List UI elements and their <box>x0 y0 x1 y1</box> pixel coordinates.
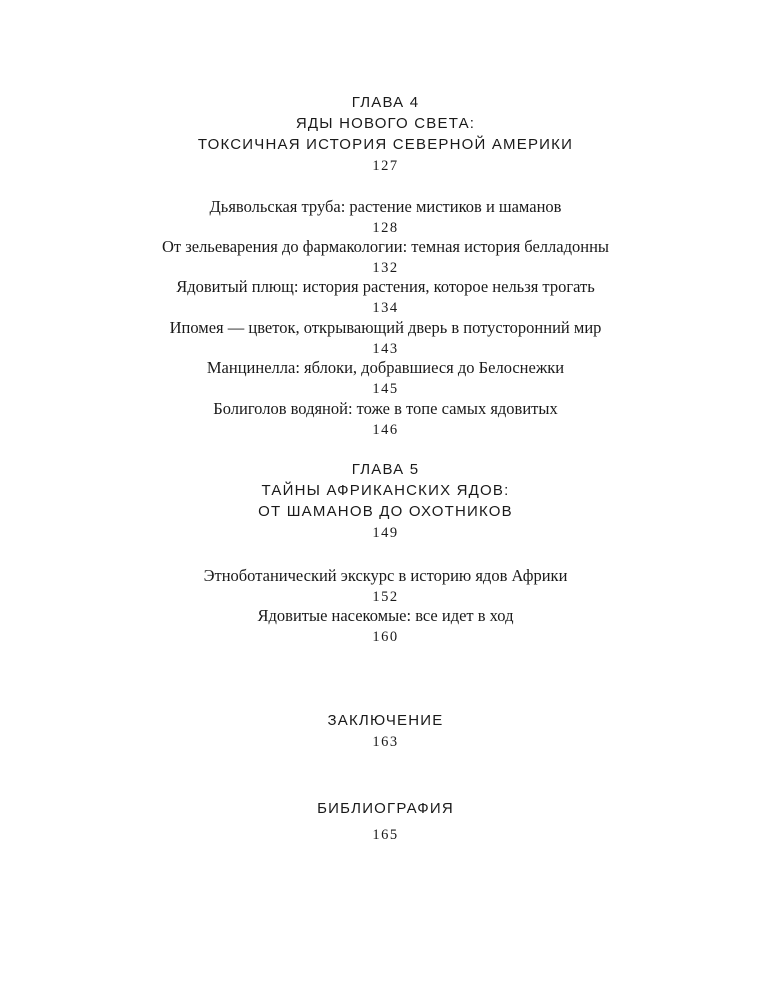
chapter5-page-number: 149 <box>372 525 399 541</box>
toc-entry-page: 146 <box>372 422 399 438</box>
toc-entry-page: 160 <box>372 629 399 645</box>
toc-entry-title: Этноботанический экскурс в историю ядов Африки <box>203 566 568 585</box>
toc-entry-title: Ядовитый плющ: история растения, которое нельзя трогать <box>176 277 595 296</box>
conclusion-page-number: 163 <box>372 734 399 750</box>
toc-entry-page: 143 <box>372 341 399 357</box>
toc-entry-page: 128 <box>372 220 399 236</box>
chapter4-page-number: 127 <box>372 158 399 174</box>
toc-entry-title: Болиголов водяной: тоже в топе самых ядовитых <box>213 399 558 418</box>
toc-entry-page: 152 <box>372 589 399 605</box>
chapter4-label: ГЛАВА 4 <box>351 94 420 111</box>
bibliography-label: БИБЛИОГРАФИЯ <box>317 800 454 817</box>
toc-entry-page: 145 <box>372 381 399 397</box>
toc-entry-page: 132 <box>372 260 399 276</box>
bibliography-page-number: 165 <box>372 827 399 843</box>
chapter4-title-line1: ЯДЫ НОВОГО СВЕТА: <box>295 115 476 132</box>
toc-entry-page: 134 <box>372 300 399 316</box>
toc-entry-title: Ипомея — цветок, открывающий дверь в потусторонний мир <box>169 318 602 337</box>
chapter5-title-line1: ТАЙНЫ АФРИКАНСКИХ ЯДОВ: <box>261 482 510 499</box>
toc-entry-title: От зельеварения до фармакологии: темная история белладонны <box>161 237 609 256</box>
toc-entry-title: Дьявольская труба: растение мистиков и шаманов <box>209 197 562 216</box>
toc-entry-title: Манцинелла: яблоки, добравшиеся до Белоснежки <box>206 358 565 377</box>
chapter5-label: ГЛАВА 5 <box>351 461 420 478</box>
toc-entry-title: Ядовитые насекомые: все идет в ход <box>257 606 514 625</box>
chapter4-title-line2: ТОКСИЧНАЯ ИСТОРИЯ СЕВЕРНОЙ АМЕРИКИ <box>197 136 574 153</box>
conclusion-label: ЗАКЛЮЧЕНИЕ <box>327 712 444 729</box>
chapter5-title-line2: ОТ ШАМАНОВ ДО ОХОТНИКОВ <box>258 503 513 520</box>
